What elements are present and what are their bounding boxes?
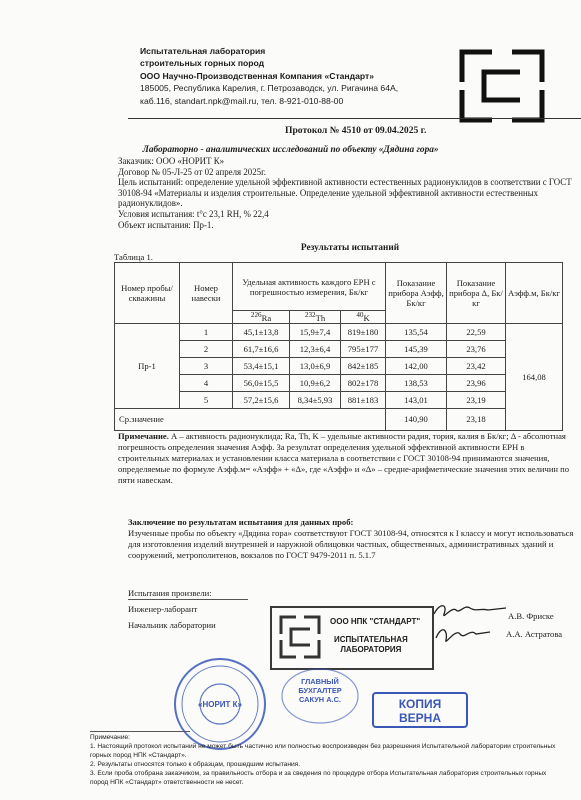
- address-line2: каб.116, standart.npk@mail.ru, тел. 8-921-010-88-00: [140, 95, 344, 106]
- average-row: [115, 408, 563, 430]
- head-role: Начальник лаборатории: [128, 620, 216, 630]
- signature-block: [128, 585, 216, 633]
- sample-id-cell: Пр-1: [115, 323, 180, 408]
- purpose-line: Цель испытаний: определение удельной эффективной активности естественных радионуклидов в соответствии с ГОСТ 30108-94 «Материалы и изделия строительные. Определение удельной эффективной активности естественных радионуклидов».: [118, 177, 572, 209]
- batch-cell: 2: [180, 340, 233, 357]
- address-line1: 185005, Республика Карелия, г. Петрозаводск, ул. Ригачина 64А,: [140, 83, 399, 94]
- conclusion-text: Изученные пробы по объекту «Дядина гора» соответствуют ГОСТ 30108-94, относятся к I классу и могут использоваться для изготовления изделий внутренней и наружной облицовки частных, общественных, административных зданий и сооружений, метрополитенов, вокзалов по ГОСТ 9479-2011 п. 5.1.7: [128, 528, 574, 560]
- note-label: Примечание.: [118, 431, 169, 441]
- header-divider: [128, 118, 581, 119]
- th-cell: 15,9±7,4: [290, 323, 341, 340]
- th-cell: 8,34±5,93: [290, 391, 341, 408]
- ra-cell: 56,0±15,5: [233, 374, 290, 391]
- aeff-cell: 145,39: [386, 340, 447, 357]
- k-cell: 819±180: [341, 323, 386, 340]
- results-title: Результаты испытаний: [300, 243, 400, 253]
- footer-note-1: 1. Настоящий протокол испытаний не может быть частично или полностью воспроизведен без разрешения Испытательной лаборатории строительных горных пород НПК «Стандарт».: [90, 743, 556, 759]
- aeffm-value-cell: 164,08: [506, 323, 563, 430]
- signature-divider: [128, 599, 248, 600]
- batch-cell: 5: [180, 391, 233, 408]
- delta-cell: 23,19: [447, 391, 506, 408]
- svg-text:ВЕРНА: ВЕРНА: [398, 711, 442, 725]
- results-table: [114, 262, 563, 431]
- svg-text:КОПИЯ: КОПИЯ: [398, 697, 442, 711]
- isotope-th: $^{232}$Th: [290, 311, 341, 324]
- accountant-stamp: ГЛАВНЫЙ БУХГАЛТЕР САКУН А.С.: [280, 667, 360, 725]
- footer-notes: [90, 731, 560, 787]
- table-row: [115, 357, 563, 374]
- batch-cell: 4: [180, 374, 233, 391]
- aeff-cell: 135,54: [386, 323, 447, 340]
- head-name: А.А. Астратова: [506, 629, 563, 639]
- delta-cell: 23,96: [447, 374, 506, 391]
- svg-text:«НОРИТ К»: «НОРИТ К»: [198, 700, 242, 709]
- k-cell: 842±185: [341, 357, 386, 374]
- table-row: [115, 374, 563, 391]
- stamp-logo-icon: [278, 614, 322, 660]
- protocol-info: [118, 156, 578, 230]
- handwritten-signatures: [430, 600, 510, 650]
- table-caption: Таблица 1.: [114, 252, 153, 262]
- k-cell: 802±178: [341, 374, 386, 391]
- table-row: [115, 323, 563, 340]
- customer-line: Заказчик: ООО «НОРИТ К»: [118, 156, 225, 166]
- protocol-subtitle: Лабораторно - аналитических исследований по объекту «Дядина гора»: [142, 145, 439, 155]
- header-aeff: Показание прибора Аэфф, Бк/кг: [386, 263, 447, 324]
- conclusion-label: Заключение по результатам испытания для данных проб:: [128, 517, 354, 527]
- contract-line: Договор № 05-Л-25 от 02 апреля 2025г.: [118, 166, 266, 177]
- aeff-cell: 142,00: [386, 357, 447, 374]
- object-line: Объект испытания: Пр-1.: [118, 219, 214, 230]
- k-cell: 881±183: [341, 391, 386, 408]
- th-cell: 13,0±6,9: [290, 357, 341, 374]
- aeff-cell: 138,53: [386, 374, 447, 391]
- table-note: [118, 431, 576, 486]
- aeff-cell: 143,01: [386, 391, 447, 408]
- company-name: ООО Научно-Производственная Компания «Стандарт»: [140, 70, 374, 81]
- table-row: [115, 340, 563, 357]
- ra-cell: 57,2±15,6: [233, 391, 290, 408]
- k-cell: 795±177: [341, 340, 386, 357]
- conditions-line: Условия испытания: t°c 23,1 RH, % 22,4: [118, 208, 269, 219]
- ra-cell: 61,7±16,6: [233, 340, 290, 357]
- footer-note-3: 3. Если проба отобрана заказчиком, за правильность отбора и за сведения по процедуре отбора Испытательная лаборатория строительных горных пород НПК «Стандарт» ответственности не несет.: [90, 770, 547, 786]
- header-sample: Номер пробы/ скважины: [115, 263, 180, 324]
- lab-stamp-company: ООО НПК "СТАНДАРТ": [330, 617, 421, 626]
- average-aeff: 140,90: [386, 408, 447, 430]
- isotope-ra: $^{226}$Ra: [233, 311, 290, 324]
- company-logo: [452, 44, 552, 128]
- conclusion: [128, 517, 578, 561]
- header-batch: Номер навески: [180, 263, 233, 324]
- batch-cell: 1: [180, 323, 233, 340]
- table-row: [115, 391, 563, 408]
- batch-cell: 3: [180, 357, 233, 374]
- th-cell: 10,9±6,2: [290, 374, 341, 391]
- lab-stamp: [270, 606, 434, 670]
- delta-cell: 22,59: [447, 323, 506, 340]
- average-label: Ср.значение: [115, 408, 386, 430]
- lab-name-line2: строительных горных пород: [140, 58, 265, 69]
- isotope-k: $^{40}$K: [341, 311, 386, 324]
- average-delta: 23,18: [447, 408, 506, 430]
- protocol-title: Протокол № 4510 от 09.04.2025 г.: [285, 125, 427, 136]
- note-text: А – активность радионуклида; Ra, Th, K – удельные активности радия, тория, калия в Бк/кг; Δ - абсолютная погрешность определения значения Аэфф. За результат определения удельной эффективной активности ЕРН в строительных материалах и установлении класса материала в соответствии с ГОСТ 30108-94 принимаются значения, определяемые по формуле Аэфф.м= «Аэфф» + «Δ», где «Аэфф» и «Δ» – средне-арифметические значения этих величин по пяти навескам.: [118, 431, 570, 485]
- conducted-label: Испытания произвели:: [128, 588, 212, 598]
- lab-stamp-line2: ЛАБОРАТОРИЯ: [340, 645, 402, 654]
- lab-stamp-text: [334, 635, 408, 655]
- engineer-role: Инженер-лаборант: [128, 604, 198, 614]
- header-aeffm: Аэфф.м, Бк/кг: [506, 263, 563, 324]
- header-activity: Удельная активность каждого ЕРН с погрешностью измерения, Бк/кг: [233, 263, 386, 311]
- delta-cell: 23,42: [447, 357, 506, 374]
- ra-cell: 53,4±15,1: [233, 357, 290, 374]
- footer-note-2: 2. Результаты относятся только к образцам, прошедшим испытания.: [90, 761, 301, 768]
- delta-cell: 23,76: [447, 340, 506, 357]
- header-delta: Показание прибора Δ, Бк/кг: [447, 263, 506, 324]
- lab-name-line1: Испытательная лаборатория: [140, 46, 266, 56]
- lab-header: [140, 45, 398, 107]
- copy-certified-stamp: [372, 692, 468, 728]
- th-cell: 12,3±6,4: [290, 340, 341, 357]
- footer-divider: [90, 731, 190, 732]
- footer-label: Примечание:: [90, 734, 130, 741]
- ra-cell: 45,1±13,8: [233, 323, 290, 340]
- engineer-name: А.В. Фриске: [508, 611, 554, 621]
- lab-stamp-line1: ИСПЫТАТЕЛЬНАЯ: [334, 635, 408, 644]
